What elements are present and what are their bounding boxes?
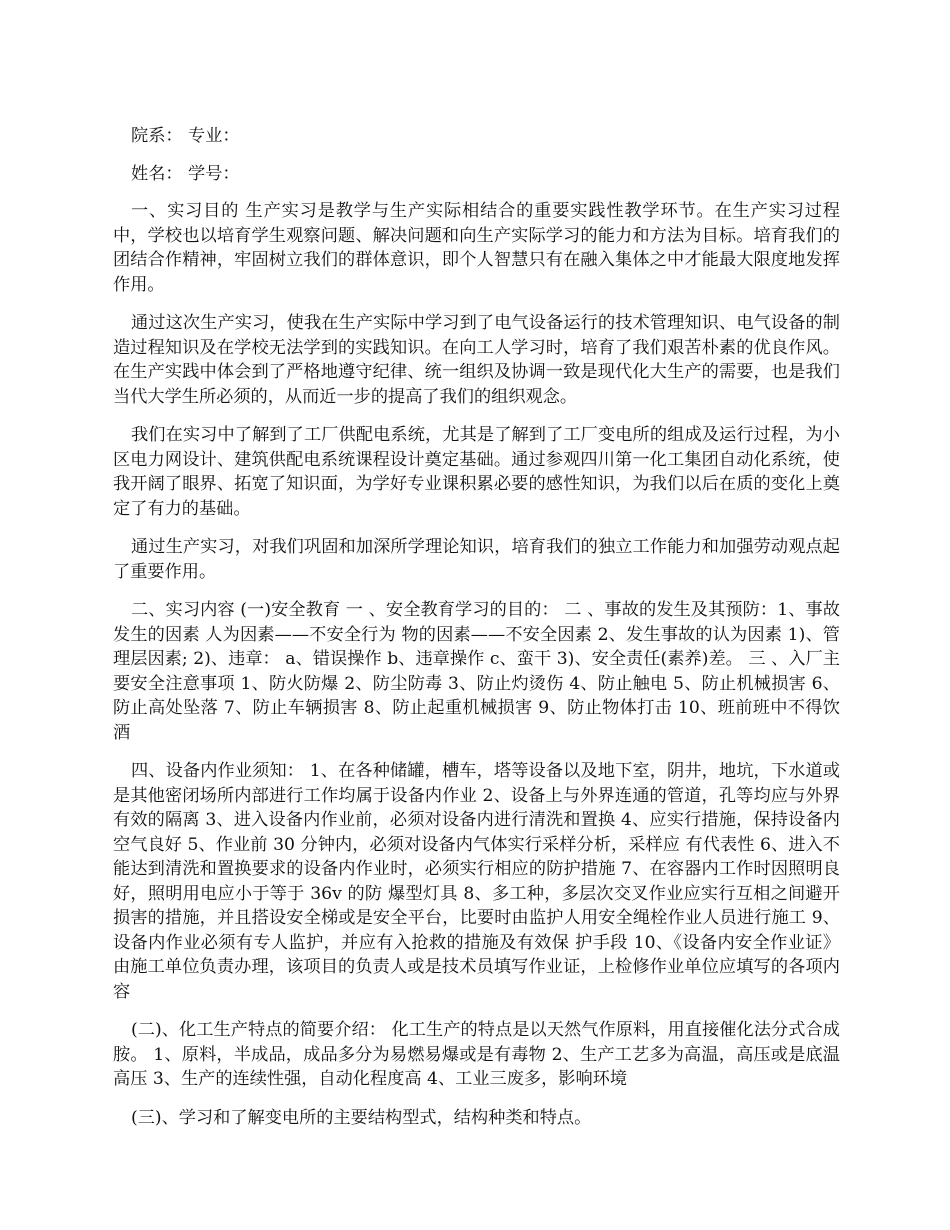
document-page xyxy=(113,124,840,1144)
paragraph-chemical-production: (二)、化工生产特点的简要介绍： 化工生产的特点是以天然气作原料，用直接催化法分式合成胺。 1、原料，半成品，成品多分为易燃易爆或是有毒物 2、生产工艺多为高温，高压或是底温高压 3、生产的连续性强，自动化程度高 4、工业三废多，影响环境 xyxy=(113,1020,840,1089)
paragraph-internship-purpose: 一、实习目的 生产实习是教学与生产实际相结合的重要实践性教学环节。在生产实习过程中，学校也以培育学生观察问题、解决问题和向生产实际学习的能力和方法为目标。培育我们的团结合作精神，牢固树立我们的群体意识，即个人智慧只有在融入集体之中才能最大限度地发挥作用。 xyxy=(113,201,840,295)
paragraph-substation-structure: (三)、学习和了解变电所的主要结构型式，结构种类和特点。 xyxy=(131,1107,592,1128)
paragraph-equipment-work-rules: 四、设备内作业须知： 1、在各种储罐，槽车，塔等设备以及地下室，阴井，地坑，下水道或是其他密闭场所内部进行工作均属于设备内作业 2、设备上与外界连通的管道，孔等均应与外界有效的隔离 3、进入设备内作业前，必须对设备内进行清洗和置换 4、应实行措施，保持设备内空气良好 5、作业前 30 分钟内，必须对设备内气体实行采样分析，采样应 有代表性 6、进入不能达到清洗和置换要求的设备内作业时，必须实行相应的防护措施 7、在容器内工作时因照明良好，照明用电应小于等于 36v 的防 爆型灯具 8、多工种，多层次交叉作业应实行互相之间避开损害的措施，并且搭设安全梯或是安全平台，比要时由监护人用安全绳栓作业人员进行施工 9、设备内作业必须有专人监护，并应有入抢救的措施及有效保 护手段 10、《设备内安全作业证》由施工单位负责办理，该项目的负责人或是技术员填写作业证，上检修作业单位应填写的各项内容 xyxy=(113,761,840,1002)
paragraph-practice-gains: 通过这次生产实习，使我在生产实际中学习到了电气设备运行的技术管理知识、电气设备的制造过程知识及在学校无法学到的实践知识。在向工人学习时，培育了我们艰苦朴素的优良作风。在生产实践中体会到了严格地遵守纪律、统一组织及协调一致是现代化大生产的需要，也是我们当代大学生所必须的，从而近一步的提高了我们的组织观念。 xyxy=(113,313,840,407)
paragraph-power-system: 我们在实习中了解到了工厂供配电系统，尤其是了解到了工厂变电所的组成及运行过程，为小区电力网设计、建筑供配电系统课程设计奠定基础。通过参观四川第一化工集团自动化系统，使我开阔了眼界、拓宽了知识面，为学好专业课积累必要的感性知识，为我们以后在质的变化上奠定了有力的基础。 xyxy=(113,425,840,519)
header-department-major: 院系： 专业： xyxy=(131,126,240,146)
paragraph-practice-role: 通过生产实习，对我们巩固和加深所学理论知识，培育我们的独立工作能力和加强劳动观点起了重要作用。 xyxy=(113,537,840,582)
header-name-student-id: 姓名： 学号： xyxy=(131,163,240,184)
paragraph-safety-education: 二、实习内容 (一)安全教育 一 、安全教育学习的目的： 二 、事故的发生及其预防：1、事故发生的因素 人为因素——不安全行为 物的因素——不安全因素 2、发生事故的认为因素 1)、管理层因素; 2)、违章： a、错误操作 b、违章操作 c、蛮干 3)、安全责任(素养)差。 三 、入厂主要安全注意事项 1、防火防爆 2、防尘防毒 3、防止灼烫伤 4、防止触电 5、防止机械损害 6、防止高处坠落 7、防止车辆损害 8、防止起重机械损害 9、防止物体打击 10、班前班中不得饮酒 xyxy=(113,600,840,743)
